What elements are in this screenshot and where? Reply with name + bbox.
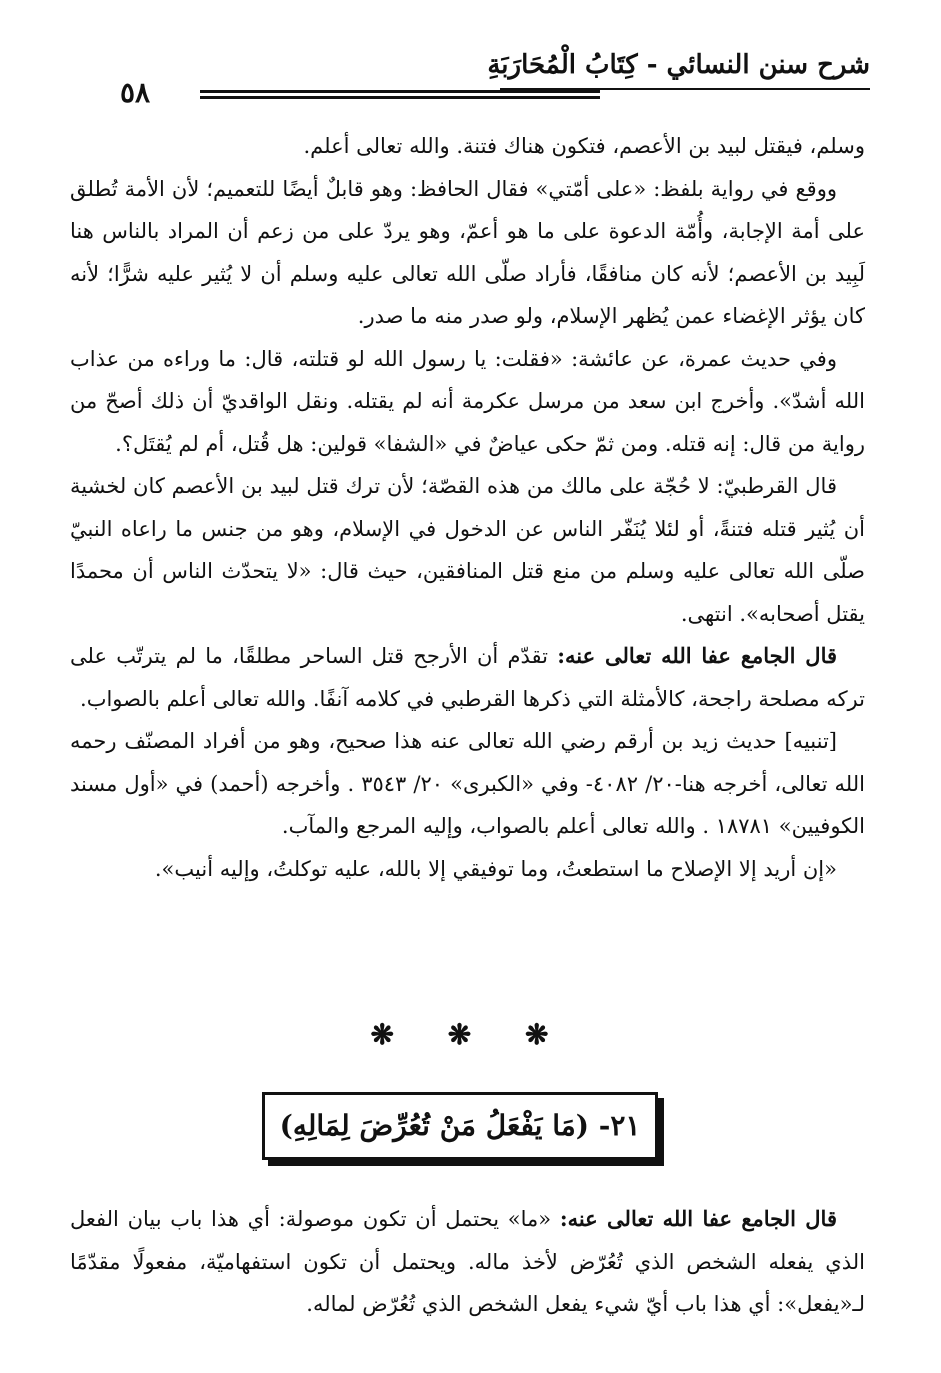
chapter-title: ٢١- (مَا يَفْعَلُ مَنْ تُعُرِّضَ لِمَالِهِ) xyxy=(279,1109,641,1142)
paragraph-4 xyxy=(70,465,865,635)
paragraph-5-lead: قال الجامع عفا الله تعالى عنه: xyxy=(557,643,838,668)
chapter-paragraph-1-text: «ما» يحتمل أن تكون موصولة: أي هذا باب بيان الفعل الذي يفعله الشخص الذي تُعُرّض لأخذ ماله. ويحتمل أن تكون استفهاميّة، مفعولًا مقدّمًا لـ«يفعل»: أي هذا باب أيّ شيء يفعل الشخص الذي تُعُرّض لماله. xyxy=(70,1207,865,1316)
paragraph-2-text: ووقع في رواية بلفظ: «على أمّتي» فقال الحافظ: وهو قابلٌ أيضًا للتعميم؛ لأن الأمة تُطلق على أمة الإجابة، وأُمّة الدعوة على ما هو أعمّ، وهو يردّ على من زعم أن المراد بالناس هنا لَبِيد بن الأعصم؛ لأنه كان منافقًا، فأراد صلّى الله تعالى عليه وسلم أن لا يُثير عليه شرًّا؛ لأنه كان يؤثر الإغضاء عمن يُظهر الإسلام، ولو صدر منه ما صدر. xyxy=(70,176,865,328)
chapter-paragraph-1 xyxy=(70,1198,865,1326)
paragraph-1 xyxy=(70,125,865,168)
chapter-heading-box xyxy=(262,1092,658,1160)
paragraph-5 xyxy=(70,635,865,720)
paragraph-2 xyxy=(70,168,865,338)
paragraph-3 xyxy=(70,338,865,466)
paragraph-7-text: «إن أريد إلا الإصلاح ما استطعتُ، وما توفيقي إلا بالله، عليه توكلتُ، وإليه أنيب». xyxy=(154,856,837,881)
running-title: شرح سنن النسائي - كِتَابُ الْمُحَارَبَةِ xyxy=(487,50,870,80)
paragraph-5-text: تقدّم أن الأرجح قتل الساحر مطلقًا، ما لم يترتّب على تركه مصلحة راجحة، كالأمثلة التي ذكرها القرطبي في كلامه آنفًا. والله تعالى أعلم بالصواب. xyxy=(70,644,865,711)
paragraph-3-text: وفي حديث عمرة، عن عائشة: «فقلت: يا رسول الله لو قتلته، قال: ما وراءه من عذاب الله أشدّ». وأخرج ابن سعد من مرسل عكرمة أنه لم يقتله. ونقل الواقديّ أن ذلك أصحّ من رواية من قال: إنه قتله. ومن ثمّ حكى عياضٌ في «الشفا» قولين: هل قُتل، أم لم يُقتَل؟. xyxy=(70,346,865,456)
page-header xyxy=(70,50,870,110)
paragraph-6 xyxy=(70,720,865,848)
section-separator: ❋ ❋ ❋ xyxy=(370,1018,571,1051)
paragraph-4-text: قال القرطبيّ: لا حُجّة على مالك من هذه القصّة؛ لأن ترك قتل لبيد بن الأعصم كان لخشية أن يُثير قتله فتنةً، أو لئلا يُنَفّر الناس عن الدخول في الإسلام، وهو من جنس ما راعاه النبيّ صلّى الله تعالى عليه وسلم من منع قتل المنافقين، حيث قال: «لا يتحدّث الناس أن محمدًا يقتل أصحابه». انتهى. xyxy=(70,474,865,626)
paragraph-7 xyxy=(70,848,865,891)
main-text xyxy=(70,125,865,890)
chapter-text xyxy=(70,1198,865,1326)
paragraph-6-text: [تنبيه] حديث زيد بن أرقم رضي الله تعالى عنه هذا صحيح، وهو من أفراد المصنّف رحمه الله تعالى، أخرجه هنا-٢٠/ ٤٠٨٢- وفي «الكبرى» ٢٠/ ٣٥٤٣ . وأخرجه (أحمد) في «أول مسند الكوفيين» ١٨٧٨١ . والله تعالى أعلم بالصواب، وإليه المرجع والمآب. xyxy=(70,729,865,838)
paragraph-1-text: وسلم، فيقتل لبيد بن الأعصم، فتكون هناك فتنة. والله تعالى أعلم. xyxy=(303,134,865,158)
chapter-paragraph-1-lead: قال الجامع عفا الله تعالى عنه: xyxy=(559,1206,837,1231)
page-number: ٥٨ xyxy=(70,76,200,116)
